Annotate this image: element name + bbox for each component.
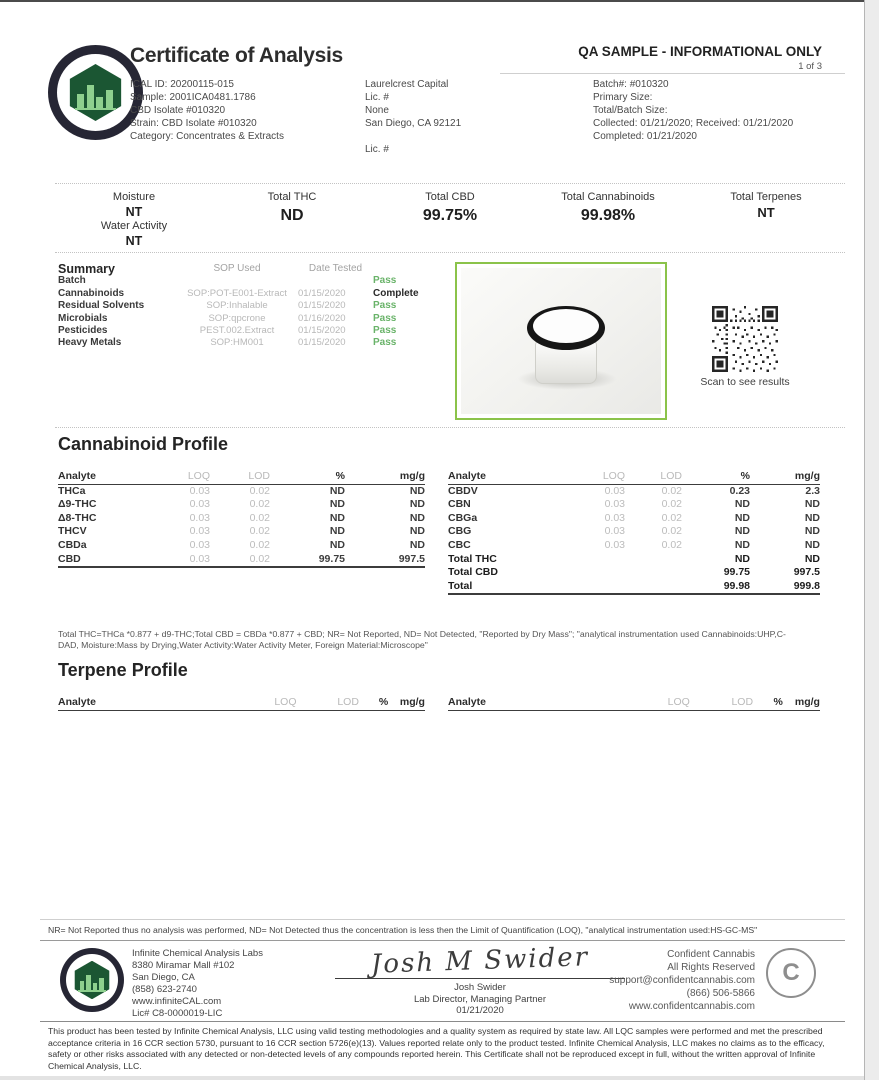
lab-name: Infinite Chemical Analysis Labs xyxy=(132,948,263,959)
strain: Strain: CBD Isolate #010320 xyxy=(130,118,257,129)
table-row: CBGa 0.03 0.02 ND ND xyxy=(448,511,820,524)
nr-note: NR= Not Reported thus no analysis was performed, ND= Not Detected thus the concentration is less then the Limit of Quantification (LOQ), "analytical instrumentation used:HS-GC-MS" xyxy=(48,925,758,935)
table-row: Δ9-THC 0.03 0.02 ND ND xyxy=(58,498,425,511)
product-name: CBD Isolate #010320 xyxy=(130,105,226,116)
logo-bar xyxy=(77,94,84,107)
table-header-row: Analyte LOQ LOD % mg/g xyxy=(448,696,820,711)
collected-received: Collected: 01/21/2020; Received: 01/21/2020 xyxy=(593,118,794,129)
result-value: 99.75% xyxy=(422,207,478,224)
table-row: THCa 0.03 0.02 ND ND xyxy=(58,484,425,497)
result-total-thc xyxy=(213,186,371,248)
product-photo xyxy=(455,262,667,420)
infinite-chemical-footer-logo-icon xyxy=(60,948,124,1012)
result-total-terpenes xyxy=(687,186,845,248)
summary-row: Heavy Metals SOP:HM001 01/15/2020 Pass xyxy=(58,337,448,349)
lab-license: Lic# C8-0000019-LIC xyxy=(132,1008,223,1019)
result-label: Total Cannabinoids xyxy=(561,191,655,203)
cannabinoid-footnote xyxy=(58,629,820,651)
summary-row: Cannabinoids SOP:POT-E001-Extract 01/15/2020 Complete xyxy=(58,288,448,300)
summary-row: Microbials SOP:qpcrone 01/16/2020 Pass xyxy=(58,313,448,325)
batch-number: Batch#: #010320 xyxy=(593,79,669,90)
header-rule xyxy=(500,73,845,74)
signature-date: 01/21/2020 xyxy=(456,1005,504,1016)
table-header-row: Analyte LOQ LOD % mg/g xyxy=(448,470,820,485)
page-right-edge xyxy=(864,0,879,1080)
table-row: CBDa 0.03 0.02 ND ND xyxy=(58,538,425,551)
logo-bar xyxy=(87,85,94,108)
terpene-profile-title: Terpene Profile xyxy=(58,660,188,680)
summary-row: Batch Pass xyxy=(58,275,448,287)
table-row: Δ8-THC 0.03 0.02 ND ND xyxy=(58,511,425,524)
logo-bar xyxy=(96,97,103,107)
results-rule-top xyxy=(55,183,845,184)
col-sop-used: SOP Used xyxy=(213,263,261,274)
table-row: CBDV 0.03 0.02 0.23 2.3 xyxy=(448,484,820,497)
qr-code-icon xyxy=(712,306,778,372)
status-badge: Pass xyxy=(373,337,397,349)
result-total-cannabinoids xyxy=(529,186,687,248)
summary-table xyxy=(58,263,448,350)
footnote-line: Total THC=THCa *0.877 + d9-THC;Total CBD = CBDa *0.877 + CBD; NR= Not Reported, ND= Not Detected, "Reported by Dry Mass"; "analytical instrumentation used Cannabinoids:UHP,C- xyxy=(58,629,786,639)
logo-baseline xyxy=(78,990,106,992)
client-lic2: Lic. # xyxy=(365,144,389,155)
signer-name: Josh Swider xyxy=(454,982,506,993)
client-address: San Diego, CA 92121 xyxy=(365,118,462,129)
cannabinoid-profile-title: Cannabinoid Profile xyxy=(58,434,229,454)
qa-banner: QA SAMPLE - INFORMATIONAL ONLY xyxy=(578,44,822,59)
lab-address1: 8380 Miramar Mall #102 xyxy=(132,960,235,971)
signer-title: Lab Director, Managing Partner xyxy=(413,993,547,1005)
confident-phone: (866) 506-5866 xyxy=(686,988,755,999)
product-photo-image xyxy=(461,268,661,414)
confident-cannabis-info xyxy=(520,948,755,1013)
client-lic: Lic. # xyxy=(365,92,389,103)
status-badge: Pass xyxy=(373,275,397,287)
table-header-row: Analyte LOQ LOD % mg/g xyxy=(58,470,425,485)
client-info xyxy=(365,78,461,156)
table-row: CBD 0.03 0.02 99.75 997.5 xyxy=(58,553,425,569)
result-value: 99.98% xyxy=(580,207,636,224)
result-label: Total CBD xyxy=(425,191,475,203)
confident-email: support@confidentcannabis.com xyxy=(609,975,755,986)
summary-row: Pesticides PEST.002.Extract 01/15/2020 Pass xyxy=(58,325,448,337)
summary-header-row xyxy=(58,263,448,275)
table-header-row: Analyte LOQ LOD % mg/g xyxy=(58,696,425,711)
confident-cannabis-logo-icon xyxy=(766,948,816,998)
result-label: Total THC xyxy=(267,191,317,203)
client-name: Laurelcrest Capital xyxy=(365,79,449,90)
terpene-table-right xyxy=(448,696,820,711)
result-total-cbd xyxy=(371,186,529,248)
confident-rights: All Rights Reserved xyxy=(667,962,755,973)
status-badge: Complete xyxy=(373,287,419,299)
result-sublabel: Water Activity xyxy=(100,220,168,232)
category: Category: Concentrates & Extracts xyxy=(130,131,284,142)
logo-bar xyxy=(99,978,103,990)
page-bottom-edge xyxy=(0,1076,864,1080)
primary-size: Primary Size: xyxy=(593,92,653,103)
table-row: CBG 0.03 0.02 ND ND xyxy=(448,525,820,538)
logo-baseline xyxy=(75,108,117,110)
table-row: CBC 0.03 0.02 ND ND xyxy=(448,538,820,551)
infinite-chemical-logo-icon xyxy=(48,45,143,140)
result-moisture xyxy=(55,186,213,248)
status-badge: Pass xyxy=(373,325,397,337)
completed: Completed: 01/21/2020 xyxy=(593,131,697,142)
table-row-total-thc: Total THC ND ND xyxy=(448,552,820,565)
sample-info xyxy=(130,78,284,143)
table-row-total: Total 99.98 999.8 xyxy=(448,580,820,596)
result-value: NT xyxy=(125,205,143,219)
col-date-tested: Date Tested xyxy=(308,263,363,274)
result-value: NT xyxy=(757,205,775,220)
page-top-edge xyxy=(0,0,879,2)
terpene-table-left xyxy=(58,696,425,711)
legal-disclaimer: This product has been tested by Infinite Chemical Analysis, LLC using valid testing methodologies and a quality system as required by state law. All LQC samples were performed and met the prescribed acceptance criteria in 16 CCR section 5730, pursuant to 16 CCR section 5726(e)(13). Values reported relate only to the product tested. Infinite Chemical Analysis, LLC makes no claims as to the efficacy, safety or other risks associated with any detected or non-detected levels of any compounds reported herein. This Certificate shall not be reproduced except in full, without the written approval of Infinite Chemical Analysis, LLC. xyxy=(48,1026,825,1071)
cannabinoid-table-left xyxy=(58,470,425,568)
signature-script: Josh M Swider xyxy=(370,942,590,980)
total-batch-size: Total/Batch Size: xyxy=(593,105,668,116)
page-number: 1 of 3 xyxy=(798,61,822,72)
table-row: THCV 0.03 0.02 ND ND xyxy=(58,525,425,538)
table-row: CBN 0.03 0.02 ND ND xyxy=(448,498,820,511)
cannabinoid-table-right xyxy=(448,470,820,595)
result-label: Total Terpenes xyxy=(730,191,802,203)
footnote-line: DAD, Moisture:Mass by Drying,Water Activity:Water Activity Meter, Foreign Material:Microscope" xyxy=(58,640,428,650)
lab-phone: (858) 623-2740 xyxy=(132,984,197,995)
summary-title: Summary xyxy=(58,262,115,276)
document-title: Certificate of Analysis xyxy=(130,44,343,67)
footer-rule-mid xyxy=(40,940,845,941)
sample-id: Sample: 2001ICA0481.1786 xyxy=(130,92,256,103)
confident-name: Confident Cannabis xyxy=(667,949,755,960)
status-badge: Pass xyxy=(373,300,397,312)
footer-rule-bottom xyxy=(40,1021,845,1022)
client-none: None xyxy=(365,105,389,116)
batch-info xyxy=(593,78,793,143)
confident-logo-letter: C xyxy=(782,959,800,986)
lab-address2: San Diego, CA xyxy=(132,972,195,983)
jar-lid-top xyxy=(533,309,599,343)
footer-rule-top xyxy=(40,919,845,920)
result-value: ND xyxy=(280,207,304,224)
logo-bar xyxy=(86,975,90,990)
logo-bar xyxy=(106,90,113,108)
status-badge: Pass xyxy=(373,312,397,324)
table-row-total-cbd: Total CBD 99.75 997.5 xyxy=(448,566,820,579)
results-rule-bottom xyxy=(55,252,845,253)
summary-row: Residual Solvents SOP:Inhalable 01/15/2020 Pass xyxy=(58,300,448,312)
qr-caption: Scan to see results xyxy=(700,376,790,388)
results-band xyxy=(55,186,845,248)
confident-website: www.confidentcannabis.com xyxy=(628,1001,755,1012)
ical-id: ICAL ID: 20200115-015 xyxy=(130,79,234,90)
lab-contact-info xyxy=(132,948,263,1020)
result-subvalue: NT xyxy=(125,234,143,248)
lab-website: www.infiniteCAL.com xyxy=(132,996,222,1007)
result-label: Moisture xyxy=(112,191,156,203)
section-rule xyxy=(55,427,845,428)
